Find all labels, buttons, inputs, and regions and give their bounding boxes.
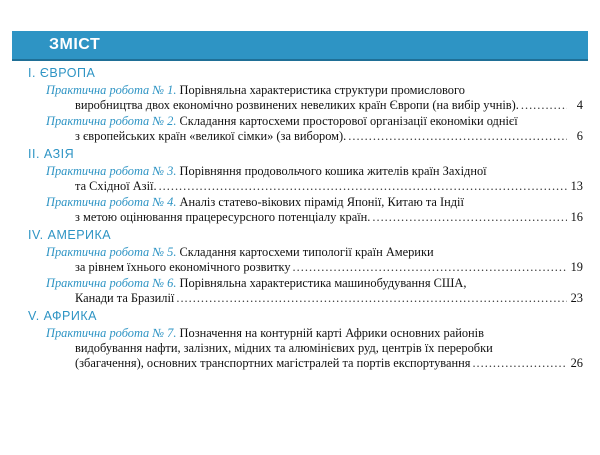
toc-entry-6-line-2[interactable] xyxy=(75,291,583,306)
toc-entry-7-line-1 xyxy=(46,326,484,341)
toc-entry-2-text-1: Складання картосхеми просторової організації економіки однієї xyxy=(179,114,518,128)
toc-entry-3-line-1 xyxy=(46,164,487,179)
toc-leader-dots xyxy=(176,291,567,306)
toc-entry-7-label: Практична робота № 7. xyxy=(46,326,177,340)
section-title-europe: I. ЄВРОПА xyxy=(28,66,96,80)
section-title-asia: II. АЗІЯ xyxy=(28,147,75,161)
toc-entry-6-line-1 xyxy=(46,276,466,291)
toc-entry-1-text-2: виробництва двох економічно розвинених невеликих країн Європи (на вибір учнів). xyxy=(75,98,519,112)
toc-entry-4-page: 16 xyxy=(570,210,583,224)
toc-entry-7-text-1: Позначення на контурній карті Африки основних районів xyxy=(179,326,484,340)
toc-entry-1-label: Практична робота № 1. xyxy=(46,83,177,97)
toc-entry-1-line-2[interactable] xyxy=(75,98,583,113)
toc-entry-7-line-2 xyxy=(75,341,493,356)
toc-entry-5-page: 19 xyxy=(570,260,583,274)
toc-entry-3-line-2[interactable] xyxy=(75,179,583,194)
toc-entry-7-page: 26 xyxy=(570,356,583,370)
toc-entry-6-label: Практична робота № 6. xyxy=(46,276,177,290)
section-title-america: IV. АМЕРИКА xyxy=(28,228,112,242)
toc-entry-6-page: 23 xyxy=(570,291,583,305)
toc-entry-5-label: Практична робота № 5. xyxy=(46,245,177,259)
toc-entry-7-line-3[interactable] xyxy=(75,356,583,371)
toc-leader-dots xyxy=(159,179,567,194)
toc-leader-dots xyxy=(293,260,567,275)
toc-entry-2-line-1 xyxy=(46,114,518,129)
toc-entry-3-label: Практична робота № 3. xyxy=(46,164,177,178)
toc-entry-4-text-2: з метою оцінювання працересурсного потенціалу країн. xyxy=(75,210,371,224)
toc-entry-3-text-1: Порівняння продовольчого кошика жителів країн Західної xyxy=(179,164,487,178)
toc-entry-4-text-1: Аналіз статево-вікових пірамід Японії, Китаю та Індії xyxy=(179,195,464,209)
toc-leader-dots xyxy=(521,98,567,113)
toc-entry-1-text-1: Порівняльна характеристика структури промислового xyxy=(179,83,465,97)
toc-entry-7-text-2: видобування нафти, залізних, мідних та алюмінієвих руд, центрів їх переробки xyxy=(75,341,493,355)
toc-entry-1-page: 4 xyxy=(576,98,583,112)
toc-leader-dots xyxy=(472,356,567,371)
toc-title: ЗМІСТ xyxy=(49,36,101,53)
toc-leader-dots xyxy=(348,129,567,144)
toc-entry-4-line-1 xyxy=(46,195,464,210)
section-title-africa: V. АФРИКА xyxy=(28,309,98,323)
toc-entry-3-text-2: та Східної Азії. xyxy=(75,179,157,193)
toc-entry-2-page: 6 xyxy=(576,129,583,143)
toc-entry-6-text-2: Канади та Бразилії xyxy=(75,291,175,305)
toc-entry-6-text-1: Порівняльна характеристика машинобудування США, xyxy=(179,276,467,290)
toc-entry-3-page: 13 xyxy=(570,179,583,193)
toc-entry-4-label: Практична робота № 4. xyxy=(46,195,177,209)
toc-entry-1-line-1 xyxy=(46,83,465,98)
toc-leader-dots xyxy=(372,210,567,225)
toc-entry-7-text-3: (збагачення), основних транспортних магістралей та портів експортування xyxy=(75,356,471,370)
toc-entry-2-line-2[interactable] xyxy=(75,129,583,144)
toc-entry-5-text-2: за рівнем їхнього економічного розвитку xyxy=(75,260,291,274)
toc-entry-5-line-1 xyxy=(46,245,434,260)
toc-entry-2-text-2: з європейських країн «великої сімки» (за вибором). xyxy=(75,129,347,143)
toc-entry-5-text-1: Складання картосхеми типології країн Америки xyxy=(179,245,434,259)
toc-entry-4-line-2[interactable] xyxy=(75,210,583,225)
toc-entry-5-line-2[interactable] xyxy=(75,260,583,275)
toc-entry-2-label: Практична робота № 2. xyxy=(46,114,177,128)
